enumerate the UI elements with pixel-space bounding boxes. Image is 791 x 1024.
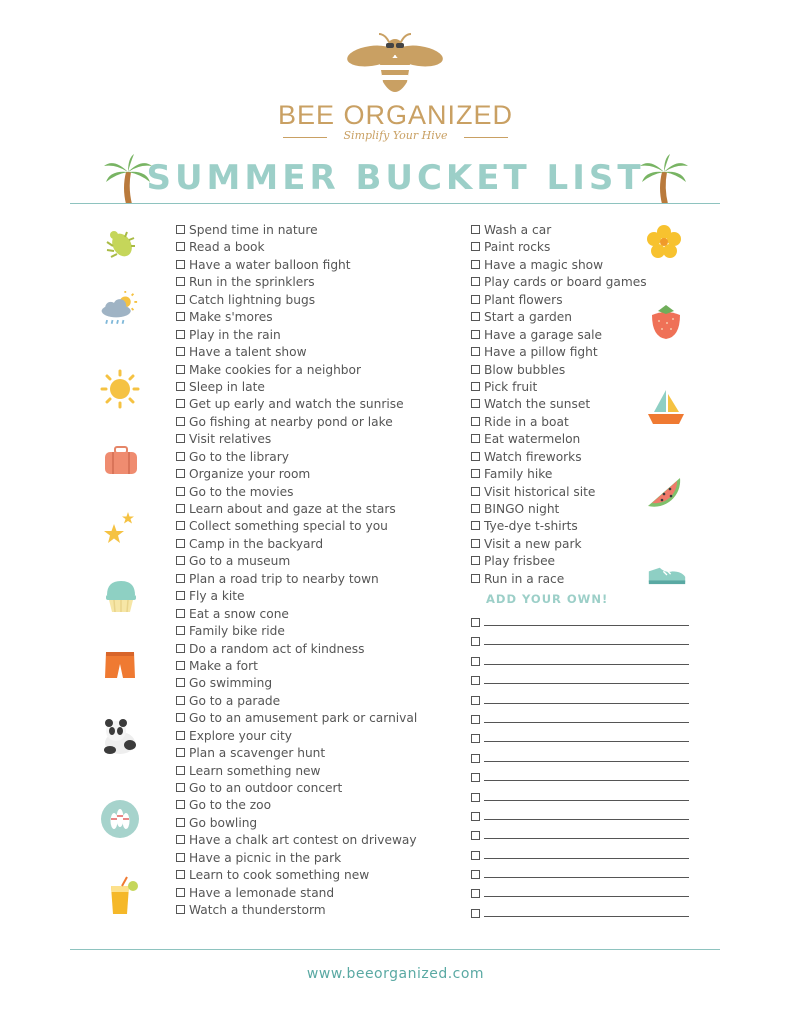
checkbox[interactable] <box>176 434 185 443</box>
checkbox[interactable] <box>176 748 185 757</box>
checkbox[interactable] <box>176 365 185 374</box>
write-line[interactable] <box>484 761 689 762</box>
list-item[interactable]: Have a talent show <box>176 344 417 361</box>
checkbox[interactable] <box>471 487 480 496</box>
blank-line[interactable] <box>471 806 693 825</box>
checkbox[interactable] <box>176 487 185 496</box>
checkbox[interactable] <box>176 888 185 897</box>
list-item[interactable]: Fly a kite <box>176 588 417 605</box>
checkbox[interactable] <box>471 734 480 743</box>
checkbox[interactable] <box>471 657 480 666</box>
page-title: SUMMER BUCKET LIST <box>146 158 645 198</box>
checkbox[interactable] <box>471 330 480 339</box>
checkbox[interactable] <box>176 783 185 792</box>
swim-trunks-icon <box>100 646 140 686</box>
checkbox[interactable] <box>176 417 185 426</box>
list-item[interactable]: Organize your room <box>176 466 417 483</box>
checkbox[interactable] <box>471 347 480 356</box>
blank-line[interactable] <box>471 883 693 902</box>
checkbox[interactable] <box>176 818 185 827</box>
list-item[interactable]: Play cards or board games <box>471 274 647 291</box>
palm-tree-icon <box>640 154 688 206</box>
bee-logo-icon <box>345 30 445 102</box>
bowling-icon <box>100 799 140 839</box>
checkbox[interactable] <box>471 452 480 461</box>
list-item[interactable]: Go to an amusement park or carnival <box>176 710 417 727</box>
list-item[interactable]: Have a picnic in the park <box>176 850 417 867</box>
checkbox[interactable] <box>471 260 480 269</box>
checkbox[interactable] <box>471 715 480 724</box>
list-item[interactable]: Have a water balloon fight <box>176 257 417 274</box>
list-item[interactable]: Learn to cook something new <box>176 867 417 884</box>
bug-icon <box>101 224 141 264</box>
write-line[interactable] <box>484 644 689 645</box>
list-item[interactable]: Learn something new <box>176 763 417 780</box>
tagline <box>283 130 508 144</box>
checkbox[interactable] <box>176 504 185 513</box>
write-line[interactable] <box>484 780 689 781</box>
checkbox[interactable] <box>176 574 185 583</box>
checkbox[interactable] <box>471 225 480 234</box>
blank-lines <box>471 612 693 922</box>
write-line[interactable] <box>484 683 689 684</box>
flower-icon <box>644 222 684 262</box>
checkbox[interactable] <box>176 870 185 879</box>
footer-url[interactable]: www.beeorganized.com <box>306 966 485 982</box>
list-item[interactable]: Watch a thunderstorm <box>176 902 417 919</box>
write-line[interactable] <box>484 800 689 801</box>
checkbox[interactable] <box>176 277 185 286</box>
checkbox[interactable] <box>176 905 185 914</box>
list-item[interactable]: Learn about and gaze at the stars <box>176 501 417 518</box>
list-item[interactable]: Read a book <box>176 239 417 256</box>
write-line[interactable] <box>484 858 689 859</box>
checkbox[interactable] <box>176 731 185 740</box>
list-item[interactable]: Collect something special to you <box>176 518 417 535</box>
checkbox[interactable] <box>176 696 185 705</box>
checkbox[interactable] <box>471 556 480 565</box>
checkbox[interactable] <box>471 382 480 391</box>
checkbox[interactable] <box>176 347 185 356</box>
list-item[interactable]: Go swimming <box>176 675 417 692</box>
list-item[interactable]: Go to a museum <box>176 553 417 570</box>
write-line[interactable] <box>484 625 689 626</box>
list-item[interactable]: Ride in a boat <box>471 414 647 431</box>
checkbox[interactable] <box>176 556 185 565</box>
write-line[interactable] <box>484 722 689 723</box>
write-line[interactable] <box>484 664 689 665</box>
checkbox[interactable] <box>471 399 480 408</box>
list-item[interactable]: Camp in the backyard <box>176 536 417 553</box>
suitcase-icon <box>101 441 141 481</box>
panda-icon <box>100 717 140 757</box>
list-item[interactable]: Run in a race <box>471 571 647 588</box>
list-item[interactable]: Watch fireworks <box>471 449 647 466</box>
write-line[interactable] <box>484 819 689 820</box>
sun-icon <box>100 369 140 409</box>
list-item[interactable]: Paint rocks <box>471 239 647 256</box>
checkbox[interactable] <box>176 452 185 461</box>
list-item[interactable]: Plan a road trip to nearby town <box>176 571 417 588</box>
checkbox[interactable] <box>471 312 480 321</box>
bucket-list-right <box>471 222 647 588</box>
watermelon-icon <box>644 472 684 512</box>
checkbox[interactable] <box>176 295 185 304</box>
checkbox[interactable] <box>471 417 480 426</box>
brand-name: BEE ORGANIZED <box>277 100 514 130</box>
list-item[interactable]: BINGO night <box>471 501 647 518</box>
checkbox[interactable] <box>471 831 480 840</box>
write-line[interactable] <box>484 896 689 897</box>
list-item[interactable]: Have a chalk art contest on driveway <box>176 832 417 849</box>
checkbox[interactable] <box>471 295 480 304</box>
list-item[interactable]: Tye-dye t-shirts <box>471 518 647 535</box>
list-item[interactable]: Watch the sunset <box>471 396 647 413</box>
list-item[interactable]: Visit a new park <box>471 536 647 553</box>
checkbox[interactable] <box>176 260 185 269</box>
checkbox[interactable] <box>176 330 185 339</box>
list-item[interactable]: Go to an outdoor concert <box>176 780 417 797</box>
checkbox[interactable] <box>471 754 480 763</box>
list-item[interactable]: Go bowling <box>176 815 417 832</box>
checkbox[interactable] <box>471 889 480 898</box>
checkbox[interactable] <box>176 312 185 321</box>
checkbox[interactable] <box>176 521 185 530</box>
checkbox[interactable] <box>471 618 480 627</box>
checkbox[interactable] <box>176 469 185 478</box>
list-item[interactable]: Eat a snow cone <box>176 606 417 623</box>
checkbox[interactable] <box>471 434 480 443</box>
list-item[interactable]: Blow bubbles <box>471 362 647 379</box>
checkbox[interactable] <box>176 225 185 234</box>
list-item[interactable]: Go to the zoo <box>176 797 417 814</box>
sailboat-icon <box>646 386 686 426</box>
checkbox[interactable] <box>471 851 480 860</box>
blank-line[interactable] <box>471 903 693 922</box>
list-item[interactable]: Visit relatives <box>176 431 417 448</box>
checkbox[interactable] <box>176 766 185 775</box>
checkbox[interactable] <box>471 909 480 918</box>
checkbox[interactable] <box>471 539 480 548</box>
blank-line[interactable] <box>471 612 693 631</box>
blank-line[interactable] <box>471 728 693 747</box>
list-item[interactable]: Do a random act of kindness <box>176 641 417 658</box>
footer-divider <box>70 949 720 950</box>
list-item[interactable]: Have a magic show <box>471 257 647 274</box>
list-item[interactable]: Plan a scavenger hunt <box>176 745 417 762</box>
write-line[interactable] <box>484 916 689 917</box>
list-item[interactable]: Get up early and watch the sunrise <box>176 396 417 413</box>
strawberry-icon <box>646 301 686 341</box>
list-item[interactable]: Play frisbee <box>471 553 647 570</box>
bucket-list-left <box>176 222 417 920</box>
list-item[interactable]: Spend time in nature <box>176 222 417 239</box>
checkbox[interactable] <box>176 591 185 600</box>
list-item[interactable]: Play in the rain <box>176 327 417 344</box>
checkbox[interactable] <box>176 626 185 635</box>
list-item[interactable]: Family hike <box>471 466 647 483</box>
list-item[interactable]: Pick fruit <box>471 379 647 396</box>
sneaker-icon <box>647 555 687 595</box>
lemonade-icon <box>103 876 143 916</box>
checkbox[interactable] <box>176 835 185 844</box>
write-line[interactable] <box>484 877 689 878</box>
write-line[interactable] <box>484 741 689 742</box>
checkbox[interactable] <box>471 793 480 802</box>
blank-line[interactable] <box>471 767 693 786</box>
checkbox[interactable] <box>176 713 185 722</box>
checkbox[interactable] <box>176 382 185 391</box>
write-line[interactable] <box>484 838 689 839</box>
list-item[interactable]: Have a pillow fight <box>471 344 647 361</box>
list-item[interactable]: Run in the sprinklers <box>176 274 417 291</box>
list-item[interactable]: Make s'mores <box>176 309 417 326</box>
list-item[interactable]: Family bike ride <box>176 623 417 640</box>
checkbox[interactable] <box>471 469 480 478</box>
blank-line[interactable] <box>471 690 693 709</box>
tagline-text: Simplify Your Hive <box>343 129 448 142</box>
checkbox[interactable] <box>471 812 480 821</box>
blank-line[interactable] <box>471 651 693 670</box>
blank-line[interactable] <box>471 709 693 728</box>
blank-line[interactable] <box>471 787 693 806</box>
blank-line[interactable] <box>471 748 693 767</box>
list-item[interactable]: Explore your city <box>176 728 417 745</box>
list-item[interactable]: Make cookies for a neighbor <box>176 362 417 379</box>
blank-line[interactable] <box>471 845 693 864</box>
list-item[interactable]: Start a garden <box>471 309 647 326</box>
checkbox[interactable] <box>471 676 480 685</box>
list-item[interactable]: Go to a parade <box>176 693 417 710</box>
checkbox[interactable] <box>176 800 185 809</box>
checkbox[interactable] <box>471 696 480 705</box>
list-item[interactable]: Wash a car <box>471 222 647 239</box>
list-item[interactable]: Visit historical site <box>471 484 647 501</box>
list-item[interactable]: Have a lemonade stand <box>176 885 417 902</box>
checkbox[interactable] <box>471 773 480 782</box>
checkbox[interactable] <box>471 521 480 530</box>
stars-icon <box>100 510 140 550</box>
list-item[interactable]: Make a fort <box>176 658 417 675</box>
rain-cloud-sun-icon <box>98 291 138 331</box>
list-item[interactable]: Go to the movies <box>176 484 417 501</box>
checkbox[interactable] <box>176 609 185 618</box>
cupcake-icon <box>101 577 141 617</box>
list-item[interactable]: Sleep in late <box>176 379 417 396</box>
checkbox[interactable] <box>176 399 185 408</box>
checkbox[interactable] <box>176 242 185 251</box>
checkbox[interactable] <box>471 637 480 646</box>
blank-line[interactable] <box>471 631 693 650</box>
checkbox[interactable] <box>471 504 480 513</box>
list-item[interactable]: Catch lightning bugs <box>176 292 417 309</box>
header-divider <box>70 203 720 204</box>
checkbox[interactable] <box>471 365 480 374</box>
blank-line[interactable] <box>471 670 693 689</box>
list-item[interactable]: Go to the library <box>176 449 417 466</box>
checkbox[interactable] <box>471 870 480 879</box>
checkbox[interactable] <box>471 574 480 583</box>
checkbox[interactable] <box>176 539 185 548</box>
checkbox[interactable] <box>176 661 185 670</box>
write-line[interactable] <box>484 703 689 704</box>
list-item[interactable]: Have a garage sale <box>471 327 647 344</box>
list-item[interactable]: Go fishing at nearby pond or lake <box>176 414 417 431</box>
checkbox[interactable] <box>471 277 480 286</box>
blank-line[interactable] <box>471 864 693 883</box>
checkbox[interactable] <box>176 678 185 687</box>
checkbox[interactable] <box>176 644 185 653</box>
list-item[interactable]: Eat watermelon <box>471 431 647 448</box>
checkbox[interactable] <box>176 853 185 862</box>
blank-line[interactable] <box>471 825 693 844</box>
list-item[interactable]: Plant flowers <box>471 292 647 309</box>
checkbox[interactable] <box>471 242 480 251</box>
add-your-own-heading: ADD YOUR OWN! <box>486 592 609 606</box>
